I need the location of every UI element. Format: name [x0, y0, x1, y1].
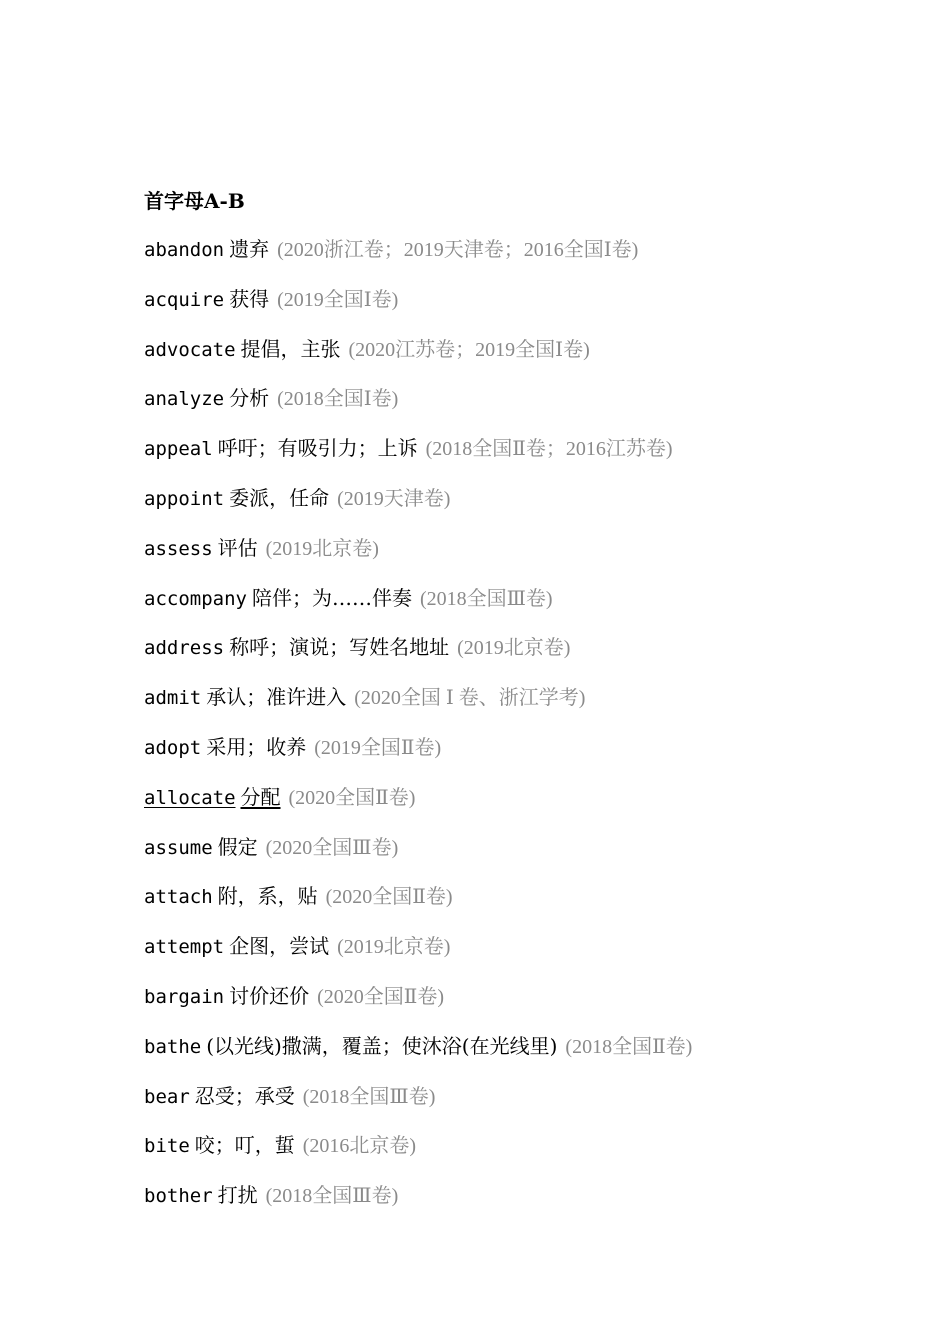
- exam-source: (2020全国Ⅱ卷): [325, 886, 453, 909]
- vocab-meaning: 陪伴；为……伴奏: [251, 585, 412, 610]
- vocab-word: attempt: [144, 936, 225, 959]
- vocab-meaning: 分析: [229, 386, 270, 411]
- entry-list: [144, 234, 904, 1230]
- vocab-word: accompany: [144, 587, 247, 610]
- exam-source: (2019北京卷): [265, 537, 379, 560]
- vocab-meaning: 假定: [217, 834, 258, 859]
- vocab-entry: [144, 981, 904, 1031]
- exam-source: (2020浙江卷；2019天津卷；2016全国Ⅰ卷): [277, 239, 639, 261]
- vocab-entry: [144, 881, 904, 931]
- vocab-entry: [144, 334, 904, 384]
- vocab-entry: [144, 682, 904, 732]
- exam-source: (2019全国Ⅰ卷): [277, 288, 399, 311]
- section-heading: 首字母A-B: [144, 189, 245, 213]
- exam-source: (2018全国Ⅲ卷): [419, 587, 553, 610]
- vocabulary-list: [144, 184, 904, 1230]
- vocab-meaning: 讨价还价: [229, 983, 310, 1008]
- vocab-word: abandon: [144, 239, 225, 261]
- exam-source: (2019天津卷): [337, 487, 451, 510]
- vocab-entry: [144, 1130, 904, 1180]
- exam-source: (2020全国Ⅲ卷): [265, 836, 399, 859]
- vocab-word: bite: [144, 1135, 190, 1158]
- vocab-word: adopt: [144, 736, 202, 759]
- exam-source: (2018全国Ⅲ卷): [302, 1085, 436, 1108]
- vocab-word: attach: [144, 886, 213, 909]
- vocab-entry: [144, 284, 904, 334]
- vocab-meaning: 提倡，主张: [240, 336, 341, 361]
- exam-source: (2020江苏卷；2019全国Ⅰ卷): [348, 338, 590, 361]
- exam-source: (2020全国 Ⅰ 卷、浙江学考): [354, 687, 586, 710]
- exam-source: (2018全国Ⅱ卷): [565, 1035, 693, 1058]
- vocab-word: address: [144, 637, 225, 660]
- vocab-meaning: 忍受；承受: [194, 1083, 295, 1108]
- vocab-word: acquire: [144, 288, 225, 311]
- vocab-word: bear: [144, 1085, 190, 1108]
- vocab-word: analyze: [144, 388, 225, 411]
- vocab-word: advocate: [144, 338, 236, 361]
- vocab-entry: [144, 583, 904, 633]
- vocab-meaning: 呼吁；有吸引力；上诉: [217, 436, 418, 461]
- vocab-meaning: 遗弃: [229, 237, 270, 261]
- vocab-entry: [144, 1180, 904, 1230]
- vocab-meaning: 获得: [229, 286, 270, 311]
- vocab-meaning: 承认；准许进入: [206, 685, 347, 710]
- vocab-entry: [144, 533, 904, 583]
- exam-source: (2020全国Ⅱ卷): [288, 786, 416, 809]
- vocab-meaning: 咬；叮，蜇: [194, 1133, 295, 1158]
- vocab-entry: [144, 931, 904, 981]
- vocab-entry: [144, 782, 904, 832]
- exam-source: (2018全国Ⅱ卷；2016江苏卷): [425, 438, 673, 461]
- vocab-entry: [144, 383, 904, 433]
- vocab-word: bargain: [144, 985, 225, 1008]
- exam-source: (2018全国Ⅰ卷): [277, 388, 399, 411]
- vocab-word: bathe: [144, 1035, 202, 1058]
- exam-source: (2018全国Ⅲ卷): [265, 1185, 399, 1208]
- vocab-word: admit: [144, 687, 202, 710]
- vocab-word: assess: [144, 537, 213, 560]
- vocab-entry: [144, 483, 904, 533]
- vocab-entry: [144, 1031, 904, 1081]
- exam-source: (2020全国Ⅱ卷): [317, 985, 444, 1008]
- vocab-entry: [144, 632, 904, 682]
- vocab-meaning: 委派，任命: [229, 485, 330, 510]
- vocab-word: appoint: [144, 487, 225, 510]
- vocab-meaning: 采用；收养: [206, 734, 307, 759]
- vocab-meaning: 企图，尝试: [229, 934, 330, 959]
- vocab-entry: [144, 832, 904, 882]
- exam-source: (2019全国Ⅱ卷): [314, 736, 442, 759]
- exam-source: (2019北京卷): [457, 637, 571, 660]
- vocab-meaning: (以光线)撒满，覆盖；使沐浴(在光线里): [206, 1033, 558, 1058]
- vocab-word: assume: [144, 836, 213, 859]
- vocab-meaning: 评估: [217, 535, 258, 560]
- vocab-entry: [144, 433, 904, 483]
- vocab-meaning: 附，系，贴: [217, 884, 318, 909]
- vocab-word: appeal: [144, 438, 213, 461]
- vocab-word: allocate: [144, 786, 236, 809]
- vocab-entry: [144, 234, 904, 284]
- vocab-word: bother: [144, 1185, 213, 1208]
- vocab-entry: [144, 1081, 904, 1131]
- vocab-meaning: 打扰: [217, 1183, 258, 1208]
- exam-source: (2019北京卷): [337, 936, 451, 959]
- vocab-meaning: 分配: [240, 784, 281, 809]
- exam-source: (2016北京卷): [302, 1135, 417, 1158]
- vocab-meaning: 称呼；演说；写姓名地址: [229, 635, 450, 660]
- vocab-entry: [144, 732, 904, 782]
